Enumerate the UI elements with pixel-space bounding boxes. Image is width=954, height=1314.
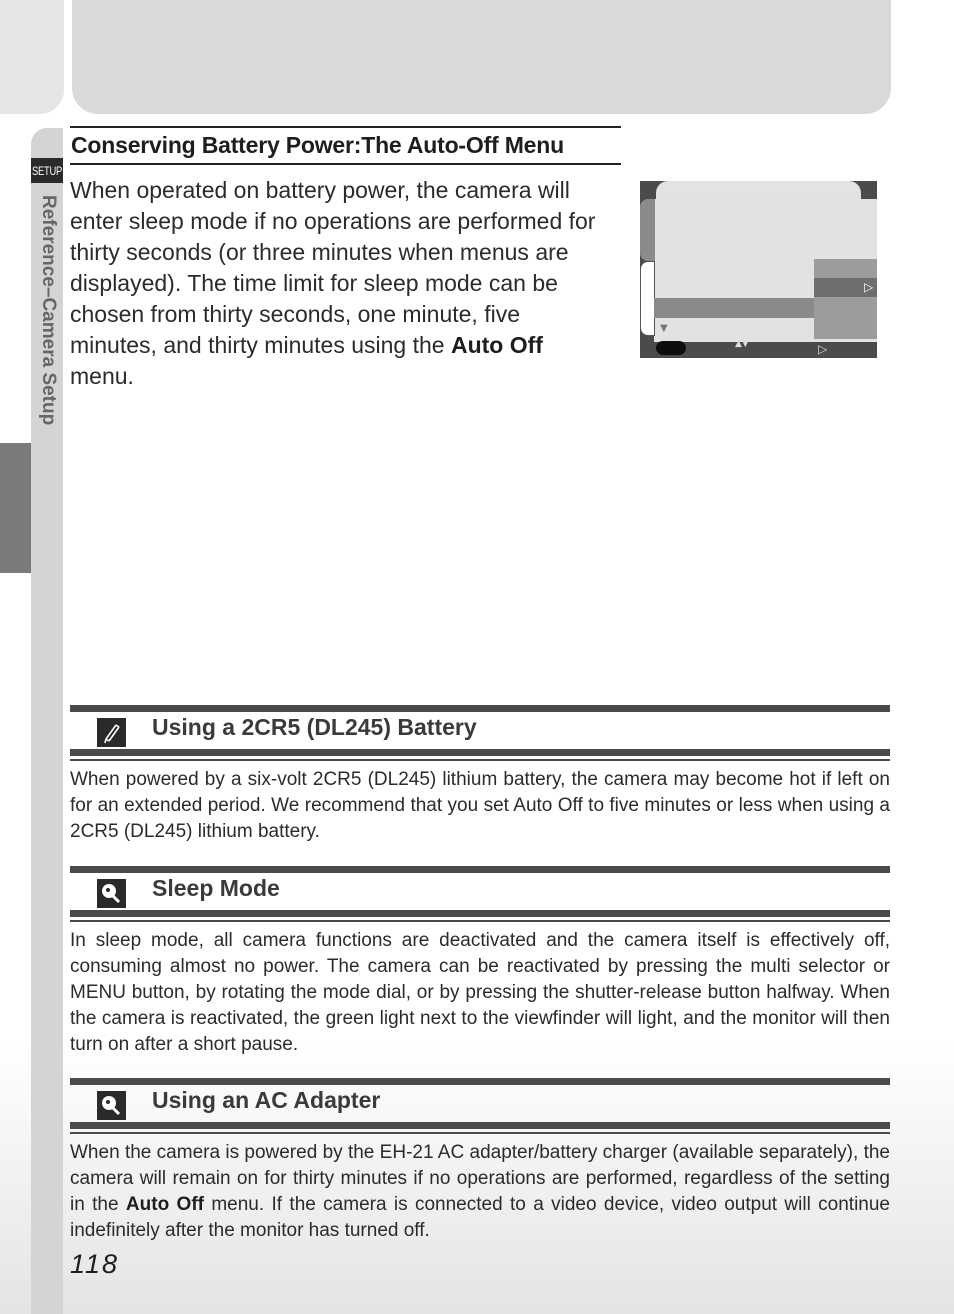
up-down-icon: ▲▼ [735,339,749,349]
submenu-right-arrow-icon: ▷ [864,280,874,294]
menu-side-tab [640,199,655,261]
side-section-title [33,195,61,465]
right-arrow-icon: ▷ [818,342,828,356]
note-sleep-mode [70,866,890,1058]
note-title: Using a 2CR5 (DL245) Battery [152,714,477,740]
note-body-text-end: menu. If the camera is connected to a video device, video output will continue indefinitely after the monitor has turned off. [70,1194,890,1241]
intro-bold: Auto Off [450,332,543,358]
camera-menu-screenshot [640,181,877,358]
note-title: Using an AC Adapter [152,1087,381,1113]
note-body: In sleep mode, all camera functions are deactivated and the camera itself is effectively off, consuming almost no power. The camera can be reactivated by pressing the multi selector or MENU button, by rotating the mode dial, or by pressing the shutter-release button halfway. When the camera is reactivated, the green light next to the viewfinder will light, and the monitor will then turn on after a short pause. [70,930,890,1055]
setup-badge: SETUP [31,158,63,183]
intro-text: When operated on battery power, the camera will enter sleep mode if no operations are performed for thirty seconds (or three minutes when menus are displayed). The time limit for sleep mode can be chosen from thirty seconds, one minute, five minutes, and thirty minutes using the [70,177,596,358]
page-title: Conserving Battery Power:The Auto-Off Menu [70,126,621,165]
pencil-icon [97,718,126,747]
scroll-down-icon: ▼ [660,323,668,334]
intro-paragraph [70,175,605,392]
note-ac-adapter [70,1078,890,1244]
note-body: When powered by a six-volt 2CR5 (DL245) lithium battery, the camera may become hot if left on for an extended period. We recommend that you set Auto Off to five minutes or less when using a 2CR5 (DL245) lithium battery. [70,769,890,842]
menu-title-tab [656,181,861,199]
lightbulb-icon [97,1091,126,1120]
intro-text-end: menu. [70,363,134,389]
side-section-title-text: Reference–Camera Setup [38,195,59,426]
submenu-panel [814,259,877,339]
note-title: Sleep Mode [152,875,280,901]
note-body-text: When the camera is powered by the EH-21 AC adapter/battery charger (available separately), the camera will remain on for thirty minutes if no operations are performed, regardless of the setting in the [70,1142,890,1215]
submenu-highlight [814,278,877,297]
note-body [70,1140,890,1244]
menu-side-tab-active [640,261,655,336]
lightbulb-icon [97,879,126,908]
note-battery [70,705,890,845]
menu-button-icon [656,341,686,355]
note-body-bold: Auto Off [125,1194,204,1215]
menu-row-highlight [654,298,814,318]
header-band [72,0,891,114]
side-marker [0,443,31,573]
page-number: 118 [70,1249,120,1279]
top-left-tab [0,0,64,114]
